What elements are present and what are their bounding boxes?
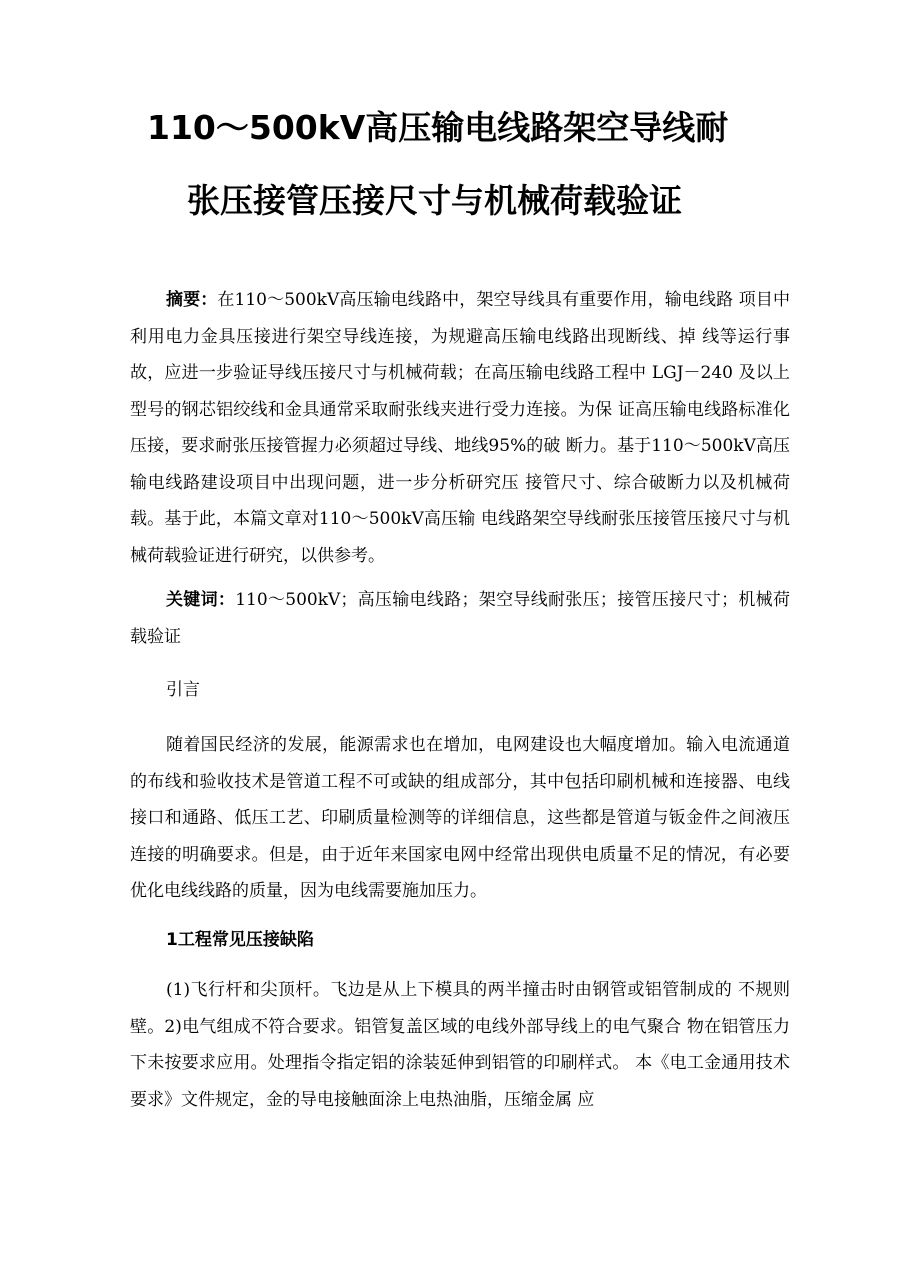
abstract-text: 在110～500kV高压输电线路中，架空导线具有重要作用，输电线路 项目中利用电力金具压接进行架空导线连接，为规避高压输电线路出现断线、掉 线等运行事故，应进一步验证导线压接尺寸与机械荷载；在高压输电线路工程中 LGJ－240 及以上型号的钢芯铝绞线和金具通常采取耐张线夹进行受力连接。为保 证高压输电线路标准化压接，要求耐张压接管握力必须超过导线、地线95%的破 断力。基于110～500kV高压输电线路建设项目中出现问题，进一步分析研究压 接管尺寸、综合破断力以及机械荷载。基于此，本篇文章对110～500kV高压输 电线路架空导线耐张压接管压接尺寸与机械荷载验证进行研究，以供参考。 — [130, 290, 790, 566]
section-1-paragraph: (1)飞行杆和尖顶杆。飞边是从上下模具的两半撞击时由钢管或铝管制成的 不规则壁。2)电气组成不符合要求。铝管复盖区域的电线外部导线上的电气聚合 物在铝管压力下未按要求应用。处理指令指定铝的涂装延伸到铝管的印刷样式。 本《电工金通用技术要求》文件规定，金的导电接触面涂上电热油脂，压缩金属 应 — [130, 980, 790, 1110]
keywords-label: 关键词： — [166, 590, 236, 610]
title-line-1: 110～500kV高压输电线路架空导线耐 — [147, 108, 729, 147]
abstract-label: 摘要： — [166, 290, 218, 310]
abstract-paragraph — [130, 282, 790, 574]
keywords-text: 110～500kV；高压输电线路；架空导线耐张压；接管压接尺寸；机械荷载验证 — [130, 590, 790, 647]
intro-paragraph: 随着国民经济的发展，能源需求也在增加，电网建设也大幅度增加。输入电流通道的布线和验收技术是管道工程不可或缺的组成部分，其中包括印刷机械和连接器、电线接口和通路、低压工艺、印刷质量检测等的详细信息，这些都是管道与钣金件之间液压连接的明确要求。但是，由于近年来国家电网中经常出现供电质量不足的情况，有必要优化电线线路的质量，因为电线需要施加压力。 — [130, 735, 790, 901]
keywords-paragraph — [130, 582, 790, 655]
title-line-2: 张压接管压接尺寸与机械荷载验证 — [187, 181, 682, 220]
section-1-heading: 1工程常见压接缺陷 — [166, 930, 314, 950]
intro-heading: 引言 — [166, 680, 200, 700]
